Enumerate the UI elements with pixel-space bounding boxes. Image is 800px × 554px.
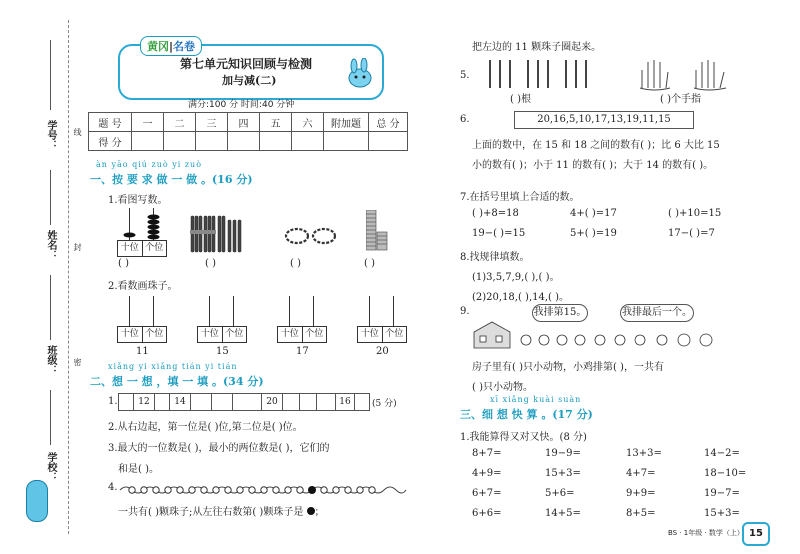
abacus-number: 11 [136, 346, 149, 357]
calc-item[interactable]: 6+6= [472, 508, 502, 519]
calc-item[interactable]: 15+3= [545, 468, 581, 479]
q7-cell[interactable]: 17−( )=7 [668, 228, 715, 239]
number-cell[interactable] [190, 393, 212, 411]
answer-paren[interactable]: ( ) [205, 258, 216, 269]
number-cell: 14 [169, 393, 191, 411]
score-cell: 五 [260, 113, 292, 132]
answer-paren[interactable]: ( ) [118, 258, 129, 269]
calc-item[interactable]: 13+3= [626, 448, 662, 459]
page-subtitle: 加与减(二) [222, 74, 277, 87]
score-input-cell[interactable] [164, 132, 196, 151]
calc-item[interactable]: 8+7= [472, 448, 502, 459]
section3-title: 三、细 想 快 算 。(17 分) [460, 408, 593, 421]
section2-pinyin: xiǎng yi xiǎng tián yi tián [108, 362, 238, 371]
number-cell[interactable] [316, 393, 336, 411]
calc-item[interactable]: 6+7= [472, 488, 502, 499]
q8-title: 8.找规律填数。 [460, 252, 530, 263]
score-cell: 三 [196, 113, 228, 132]
pencil-mascot-icon [26, 480, 48, 522]
q5-prefix: 5. [460, 70, 470, 81]
score-cell: 得 分 [89, 132, 132, 151]
section2-q2: 2.从右边起，第一位是( )位,第二位是( )位。 [108, 422, 303, 433]
section1-title: 一、按 要 求 做 一 做 。(16 分) [90, 173, 253, 186]
number-cell: 12 [133, 393, 155, 411]
score-input-cell[interactable] [228, 132, 260, 151]
footer-info: BS · 1年级 · 数学（上） [668, 529, 744, 537]
section2-q3-line2: 和是( )。 [118, 464, 159, 475]
cube-blocks-picture [366, 210, 390, 252]
calc-item[interactable]: 15+3= [704, 508, 740, 519]
section1-q1: 1.看图写数。 [108, 195, 168, 206]
q6-line2: 小的数有( )；小于 11 的数有( )；大于 14 的数有( )。 [472, 160, 714, 171]
score-cell: 六 [292, 113, 324, 132]
section1-pinyin: àn yāo qiú zuò yi zuò [96, 160, 203, 169]
number-cell[interactable] [354, 393, 370, 411]
hands-picture [638, 58, 734, 92]
number-cell[interactable] [211, 393, 233, 411]
calc-item[interactable]: 19−9= [545, 448, 581, 459]
animals-queue-picture [472, 320, 722, 350]
answer-paren[interactable]: ( ) [364, 258, 375, 269]
section2-q4-prefix: 4. [108, 482, 118, 493]
calc-item[interactable]: 14+5= [545, 508, 581, 519]
q8-row[interactable]: (1)3,5,7,9,( ),( )。 [472, 272, 560, 283]
class-label: 班级： [45, 345, 56, 375]
abacus-number: 17 [296, 346, 309, 357]
bead-rings-picture [284, 226, 338, 246]
calc-item[interactable]: 18−10= [704, 468, 747, 479]
q7-cell[interactable]: 5+( )=19 [570, 228, 617, 239]
section2-q1-prefix: 1. [108, 396, 118, 407]
score-cell: 二 [164, 113, 196, 132]
score-table-score-row [89, 132, 408, 151]
q7-cell[interactable]: 19−( )=15 [472, 228, 526, 239]
score-cell: 四 [228, 113, 260, 132]
bead-string-picture [118, 480, 408, 500]
section3-pinyin: xī xiǎng kuài suàn [490, 395, 582, 404]
q6-number-box: 20,16,5,10,17,13,19,11,15 [514, 111, 694, 129]
brand-logo: 黄冈|名卷 [140, 36, 202, 56]
score-input-cell[interactable] [369, 132, 408, 151]
q7-title: 7.在括号里填上合适的数。 [460, 192, 580, 203]
q9-line1: 房子里有( )只小动物，小鸡排第( )，一共有 [472, 362, 664, 373]
right-top-instruction: 把左边的 11 颗珠子圈起来。 [472, 42, 602, 53]
calc-item[interactable]: 4+9= [472, 468, 502, 479]
q9-line2: ( )只小动物。 [472, 382, 533, 393]
number-cell[interactable] [299, 393, 317, 411]
student-id-blank[interactable] [50, 40, 52, 110]
calc-item[interactable]: 4+7= [626, 468, 656, 479]
q7-cell[interactable]: ( )+8=18 [472, 208, 519, 219]
section2-q4-text: 一共有( )颗珠子;从左往右数第( )颗珠子是 ； [118, 507, 325, 518]
stick-bundles-picture [190, 212, 246, 254]
number-cell[interactable] [154, 393, 170, 411]
page-title: 第七单元知识回顾与检测 [180, 57, 313, 71]
exam-info: 满分:100 分 时间:40 分钟 [188, 100, 295, 110]
q7-cell[interactable]: ( )+10=15 [668, 208, 722, 219]
name-blank[interactable] [50, 170, 52, 225]
number-cell: 20 [261, 393, 283, 411]
gutter-mark-secret: 密 [73, 358, 82, 366]
speech-bubble-last: 我排最后一个。 [620, 304, 694, 322]
q5-answer-fingers[interactable]: ( )个手指 [660, 94, 701, 105]
score-table-header-row [89, 113, 408, 132]
calc-item[interactable]: 14−2= [704, 448, 740, 459]
q1-score: (5 分) [372, 399, 397, 409]
score-cell: 一 [132, 113, 164, 132]
class-blank[interactable] [50, 275, 52, 340]
score-cell: 题 号 [89, 113, 132, 132]
speech-bubble-first: 我排第15。 [532, 304, 588, 322]
score-input-cell[interactable] [132, 132, 164, 151]
q5-answer-sticks[interactable]: ( )根 [510, 94, 531, 105]
gutter-mark-line: 线 [73, 128, 82, 136]
answer-paren[interactable]: ( ) [290, 258, 301, 269]
number-cell[interactable] [282, 393, 300, 411]
score-input-cell[interactable] [196, 132, 228, 151]
calc-item[interactable]: 5+6= [545, 488, 575, 499]
calc-item[interactable]: 8+5= [626, 508, 656, 519]
score-input-cell[interactable] [324, 132, 369, 151]
section3-q1-title: 1.我能算得又对又快。(8 分) [460, 432, 587, 443]
score-cell: 附加题 [324, 113, 369, 132]
q6-line1: 上面的数中，在 15 和 18 之间的数有( )；比 6 大比 15 [472, 140, 720, 151]
number-cell[interactable] [118, 393, 134, 411]
abacus-number: 20 [376, 346, 389, 357]
calc-item[interactable]: 19−7= [704, 488, 740, 499]
binding-line [68, 20, 69, 534]
number-cell: 16 [335, 393, 355, 411]
q8-row[interactable]: (2)20,18,( ),14,( )。 [472, 292, 570, 303]
q7-cell[interactable]: 4+( )=17 [570, 208, 617, 219]
section2-title: 二、想 一 想 ，填 一 填 。(34 分) [90, 375, 264, 388]
section1-q2: 2.看数画珠子。 [108, 281, 178, 292]
rabbit-mascot-icon [342, 58, 378, 88]
calc-item[interactable]: 9+9= [626, 488, 656, 499]
score-input-cell[interactable] [292, 132, 324, 151]
section2-q3-line1: 3.最大的一位数是( )，最小的两位数是( )，它们的 [108, 443, 330, 454]
school-blank[interactable] [50, 390, 52, 445]
score-cell: 总 分 [369, 113, 408, 132]
page-number: 15 [742, 522, 770, 546]
student-id-label: 学号： [45, 120, 56, 150]
score-table [88, 112, 408, 151]
school-label: 学校： [45, 452, 56, 482]
gutter-mark-seal: 封 [73, 243, 82, 251]
name-label: 姓名： [45, 230, 56, 260]
score-input-cell[interactable] [260, 132, 292, 151]
black-bead-icon [307, 507, 315, 515]
abacus-number: 15 [216, 346, 229, 357]
q9-prefix: 9. [460, 306, 470, 317]
sticks-picture [484, 58, 594, 90]
q6-prefix: 6. [460, 114, 470, 125]
number-cell[interactable] [232, 393, 262, 411]
